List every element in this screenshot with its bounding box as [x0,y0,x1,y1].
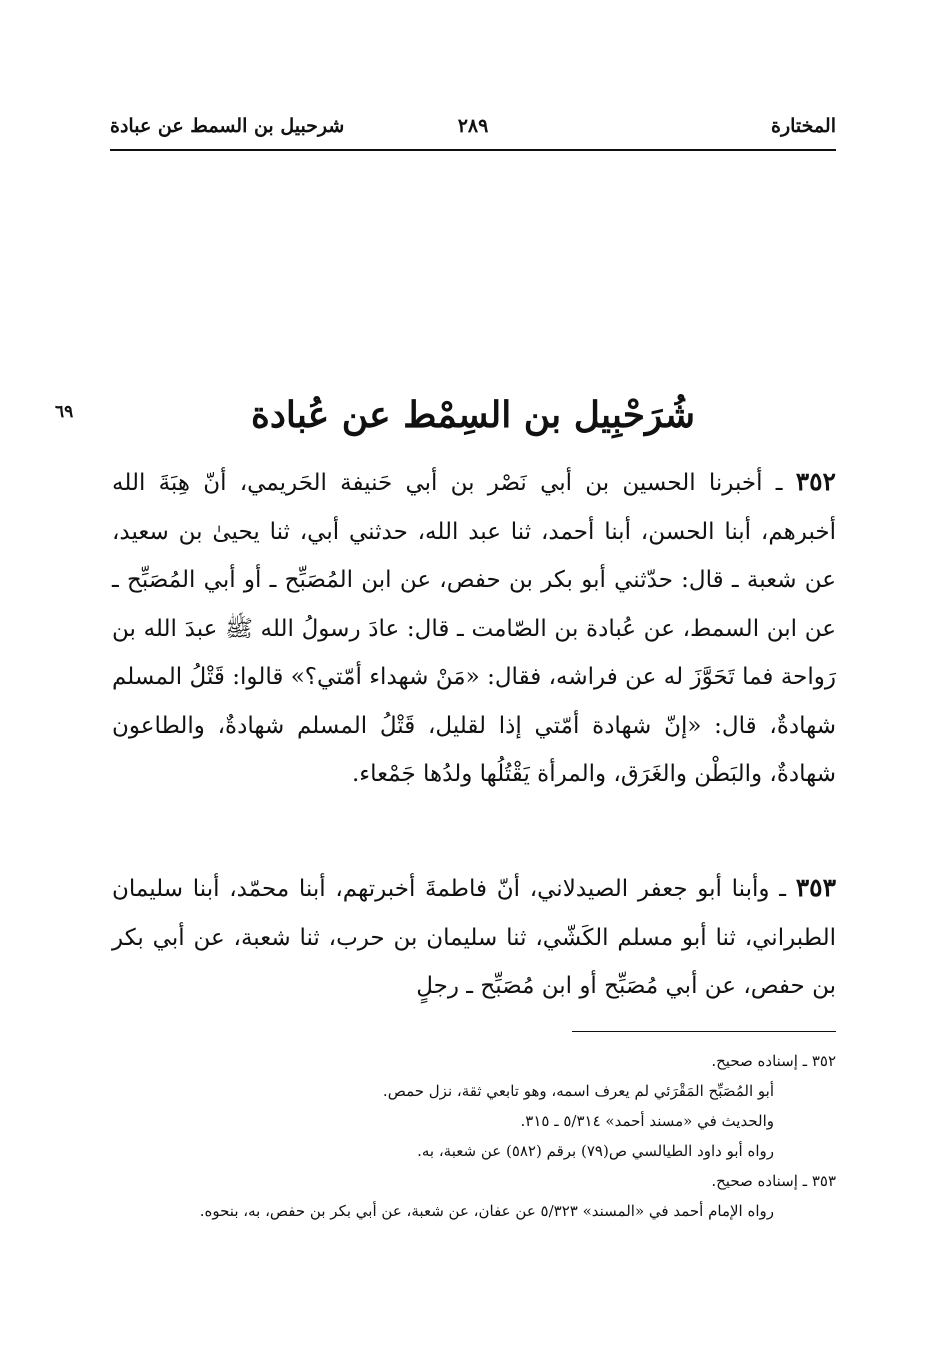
hadith-text: ـ أخبرنا الحسين بن أبي نَصْر بن أبي حَنيفة الحَريمي، أنّ هِبَةَ الله أخبرهم، أبنا الحسن، أبنا أحمد، ثنا عبد الله، حدثني أبي، ثنا يحيىٰ بن سعيد، عن شعبة ـ قال: حدّثني أبو بكر بن حفص، عن ابن المُصَبِّح ـ أو أبي المُصَبِّح ـ عن ابن السمط، عن عُبادة بن الصّامت ـ قال: عادَ رسولُ الله ﷺ عبدَ الله بن رَواحة فما تَحَوَّزَ له عن فراشه، فقال: «مَنْ شهداء أمّتي؟» قالوا: قَتْلُ المسلم شهادةٌ، قال: «إنّ شهادة أمّتي إذا لقليل، قَتْلُ المسلم شهادةٌ، والطاعون شهادةٌ، والبَطْن والغَرَق، والمرأة يَقْتُلُها ولدُها جَمْعاء. [112,470,836,787]
footnote-line: أبو المُصَبِّح المَقْرَئي لم يعرف اسمه، وهو تابعي ثقة، نزل حمص. [382,1082,774,1100]
header-divider [110,149,836,151]
footnote-heading: ٣٥٢ ـ إسناده صحيح. [711,1052,836,1070]
footnote-divider [572,1031,836,1032]
margin-number: ٦٩ [55,402,74,422]
running-header [110,115,836,145]
hadith-number: ٣٥٣ [795,873,837,902]
hadith-paragraph-352 [112,458,836,799]
footnote-line: رواه الإمام أحمد في «المسند» ٥/٣٢٣ عن عفان، عن شعبة، عن أبي بكر بن حفص، به، بنحوه. [199,1202,774,1220]
hadith-text: ـ وأبنا أبو جعفر الصيدلاني، أنّ فاطمةَ أخبرتهم، أبنا محمّد، أبنا سليمان الطبراني، ثنا أبو مسلم الكَشّي، ثنا سليمان بن حرب، ثنا شعبة، عن أبي بكر بن حفص، عن أبي مُصَبِّح أو ابن مُصَبِّح ـ رجلٍ [112,876,836,999]
footnote-line: والحديث في «مسند أحمد» ٥/٣١٤ ـ ٣١٥. [520,1112,774,1130]
hadith-paragraph-353 [112,864,836,1011]
header-book-title: المختارة [771,115,836,137]
header-page-number: ٢٨٩ [457,115,489,137]
footnotes [112,1046,836,1226]
chapter-title: شُرَحْبِيل بن السِمْط عن عُبادة [251,394,695,436]
header-section-title: شرحبيل بن السمط عن عبادة [110,115,345,137]
footnote-line: رواه أبو داود الطيالسي ص(٧٩) برقم (٥٨٢) عن شعبة، به. [417,1142,774,1160]
hadith-number: ٣٥٢ [795,467,836,496]
footnote-heading: ٣٥٣ ـ إسناده صحيح. [711,1172,836,1190]
